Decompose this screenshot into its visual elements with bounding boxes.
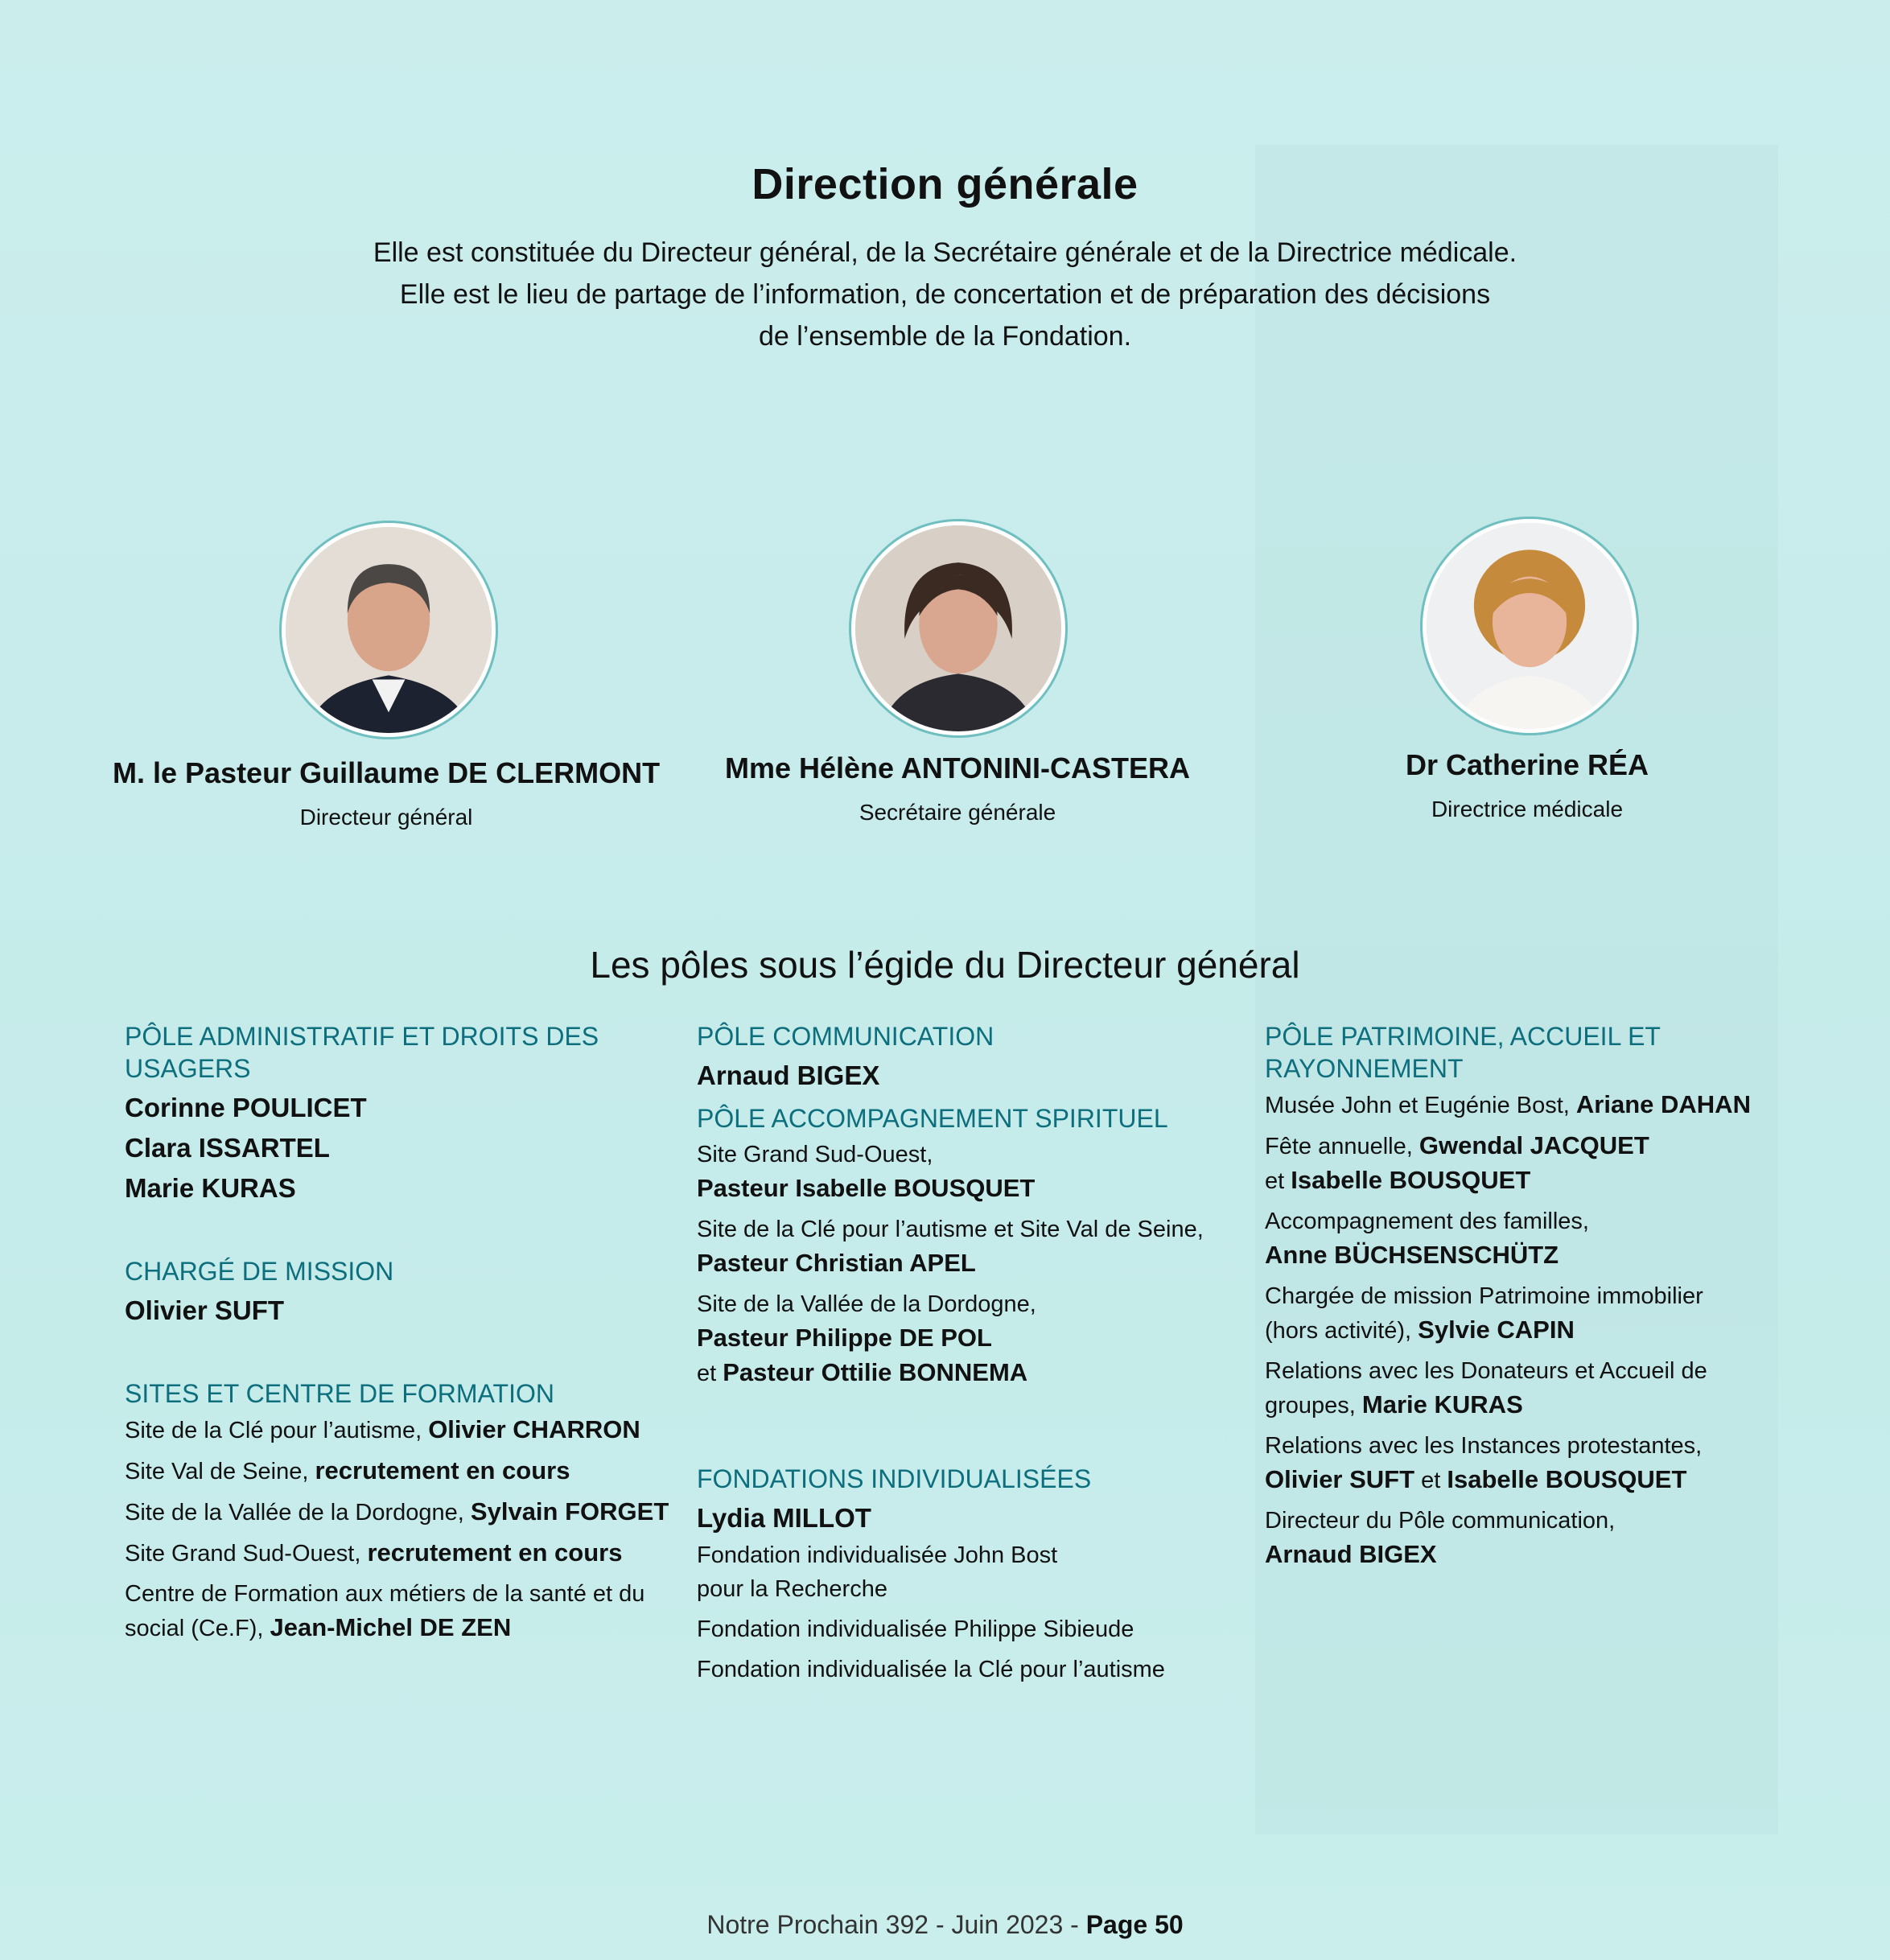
column-right bbox=[1265, 1020, 1828, 1579]
person-line: Lydia MILLOT bbox=[697, 1503, 871, 1533]
person-role: Directrice médicale bbox=[1431, 797, 1624, 821]
intro-line-2: Elle est le lieu de partage de l’information, de concertation et de préparation des décisions bbox=[399, 279, 1491, 310]
footer-text: Notre Prochain 392 - Juin 2023 - bbox=[706, 1910, 1086, 1939]
spiritual-entry: Site Grand Sud-Ouest, Pasteur Isabelle BOUSQUET bbox=[697, 1142, 1036, 1202]
person-line: Marie KURAS bbox=[125, 1173, 296, 1203]
person-line: Arnaud BIGEX bbox=[697, 1060, 880, 1090]
heritage-entry: Chargée de mission Patrimoine immobilier (hors activité), Sylvie CAPIN bbox=[1265, 1283, 1703, 1344]
heritage-entry: Directeur du Pôle communication, Arnaud BIGEX bbox=[1265, 1508, 1616, 1568]
woman-portrait-icon bbox=[1427, 523, 1633, 729]
direction-title: Direction générale bbox=[751, 160, 1139, 208]
person-name: Dr Catherine RÉA bbox=[1405, 748, 1649, 781]
bleed-through-shade bbox=[1255, 145, 1778, 1834]
woman-portrait-icon bbox=[855, 525, 1061, 731]
page-number: Page 50 bbox=[1085, 1910, 1184, 1939]
page-footer bbox=[0, 1910, 1890, 1940]
column-left bbox=[125, 1020, 672, 1652]
intro-line-3: de l’ensemble de la Fondation. bbox=[758, 321, 1132, 352]
site-entry: Site Grand Sud-Ouest, recrutement en cours bbox=[125, 1538, 623, 1567]
column-middle bbox=[697, 1020, 1244, 1693]
site-entry: Site de la Clé pour l’autisme, Olivier CHARRON bbox=[125, 1415, 640, 1443]
foundation-item: Fondation individualisée Philippe Sibieude bbox=[697, 1616, 1134, 1642]
foundation-item: Fondation individualisée la Clé pour l’autisme bbox=[697, 1657, 1165, 1682]
portrait-medical-director bbox=[1423, 519, 1637, 733]
spiritual-entry: Site de la Vallée de la Dordogne, Pasteur Philippe DE POL et Pasteur Ottilie BONNEMA bbox=[697, 1291, 1036, 1386]
section-heading-foundations: FONDATIONS INDIVIDUALISÉES bbox=[697, 1464, 1092, 1493]
person-line: Olivier SUFT bbox=[125, 1295, 285, 1325]
portrait-director-general bbox=[282, 523, 496, 737]
site-entry: Centre de Formation aux métiers de la santé et du social (Ce.F), Jean-Michel DE ZEN bbox=[125, 1581, 645, 1641]
portrait-secretary-general bbox=[851, 521, 1065, 735]
site-entry: Site de la Vallée de la Dordogne, Sylvain FORGET bbox=[125, 1497, 669, 1526]
section-heading-sites: SITES ET CENTRE DE FORMATION bbox=[125, 1379, 554, 1408]
person-line: Corinne POULICET bbox=[125, 1093, 367, 1122]
section-heading-heritage: PÔLE PATRIMOINE, ACCUEIL ET RAYONNEMENT bbox=[1265, 1022, 1661, 1083]
person-name: M. le Pasteur Guillaume DE CLERMONT bbox=[113, 756, 661, 789]
section-heading-communication: PÔLE COMMUNICATION bbox=[697, 1022, 994, 1051]
section-heading-admin: PÔLE ADMINISTRATIF ET DROITS DES USAGERS bbox=[125, 1022, 599, 1083]
heritage-entry: Relations avec les Instances protestantes, Olivier SUFT et Isabelle BOUSQUET bbox=[1265, 1433, 1703, 1493]
intro-line-1: Elle est constituée du Directeur général, de la Secrétaire générale et de la Directrice médicale. bbox=[373, 237, 1517, 268]
person-role: Secrétaire générale bbox=[859, 800, 1056, 825]
heritage-entry: Musée John et Eugénie Bost, Ariane DAHAN bbox=[1265, 1090, 1751, 1118]
site-entry: Site Val de Seine, recrutement en cours bbox=[125, 1456, 570, 1484]
heritage-entry: Accompagnement des familles, Anne BÜCHSENSCHÜTZ bbox=[1265, 1209, 1589, 1269]
section-heading-spiritual: PÔLE ACCOMPAGNEMENT SPIRITUEL bbox=[697, 1104, 1168, 1133]
person-role: Directeur général bbox=[299, 805, 473, 830]
spiritual-entry: Site de la Clé pour l’autisme et Site Val de Seine, Pasteur Christian APEL bbox=[697, 1217, 1204, 1277]
man-portrait-icon bbox=[286, 527, 492, 733]
foundation-item: Fondation individualisée John Bost pour la Recherche bbox=[697, 1542, 1058, 1602]
person-line: Clara ISSARTEL bbox=[125, 1133, 330, 1163]
heritage-entry: Relations avec les Donateurs et Accueil de groupes, Marie KURAS bbox=[1265, 1358, 1707, 1419]
poles-title: Les pôles sous l’égide du Directeur général bbox=[590, 944, 1300, 986]
section-heading-mission: CHARGÉ DE MISSION bbox=[125, 1257, 394, 1286]
person-name: Mme Hélène ANTONINI-CASTERA bbox=[724, 751, 1191, 784]
heritage-entry: Fête annuelle, Gwendal JACQUET et Isabelle BOUSQUET bbox=[1265, 1131, 1649, 1194]
